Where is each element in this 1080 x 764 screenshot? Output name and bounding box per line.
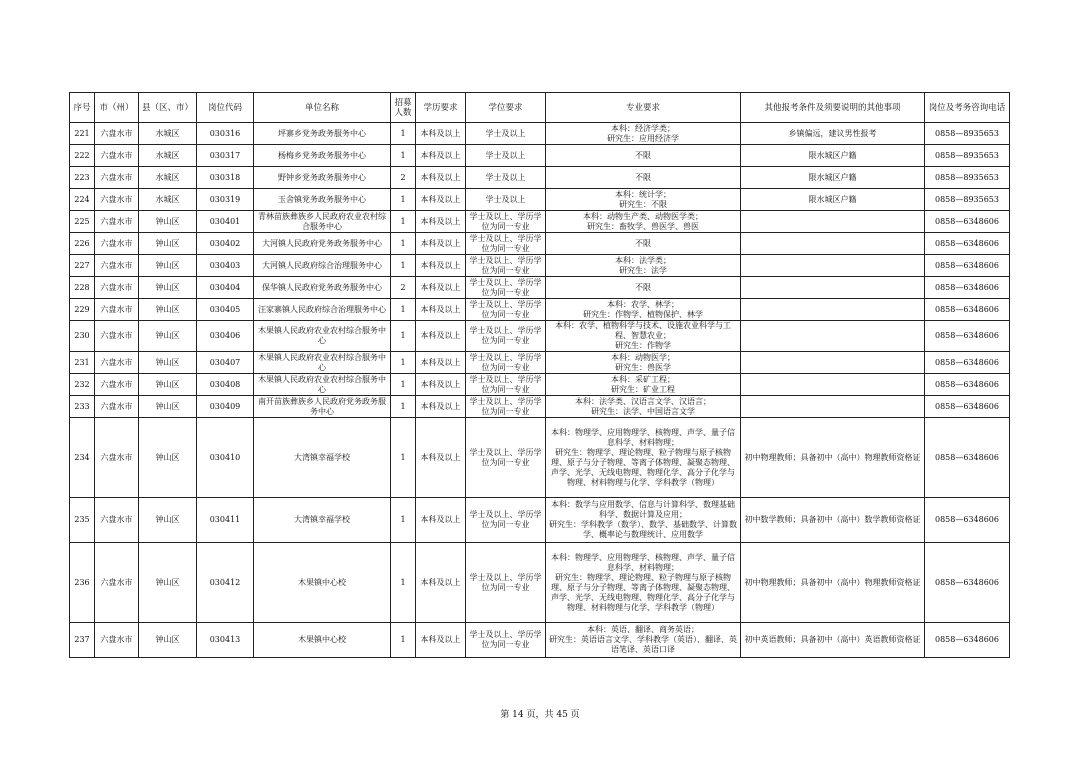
table-row <box>70 543 1010 623</box>
header-cell: 岗位及考务咨询电话 <box>925 93 1010 123</box>
cell-county: 钟山区 <box>139 321 197 352</box>
cell-degree: 学士及以上、学历学位为同一专业 <box>466 299 546 321</box>
table-row <box>70 498 1010 543</box>
cell-city: 六盘水市 <box>95 145 139 167</box>
cell-code: 030317 <box>197 145 254 167</box>
table-row <box>70 233 1010 255</box>
cell-major: 本科：英语、翻译、商务英语； 研究生：英语语言文学、学科教学（英语）、翻译、英语笔译、英语口译 <box>546 623 741 658</box>
cell-edu: 本科及以上 <box>416 418 466 498</box>
header-cell: 序号 <box>70 93 95 123</box>
cell-phone: 0858—8935653 <box>925 189 1010 211</box>
cell-major: 不限 <box>546 233 741 255</box>
cell-city: 六盘水市 <box>95 623 139 658</box>
cell-unit: 南开苗族彝族乡人民政府党务政务服务中心 <box>254 396 391 418</box>
cell-code: 030318 <box>197 167 254 189</box>
cell-edu: 本科及以上 <box>416 123 466 145</box>
cell-unit: 大湾镇幸福学校 <box>254 498 391 543</box>
cell-degree: 学士及以上 <box>466 145 546 167</box>
cell-code: 030401 <box>197 211 254 233</box>
table-row <box>70 321 1010 352</box>
cell-num: 1 <box>391 396 416 418</box>
cell-no: 233 <box>70 396 95 418</box>
cell-city: 六盘水市 <box>95 277 139 299</box>
cell-unit: 木果镇中心校 <box>254 543 391 623</box>
cell-num: 1 <box>391 321 416 352</box>
cell-city: 六盘水市 <box>95 374 139 396</box>
cell-num: 1 <box>391 543 416 623</box>
cell-county: 钟山区 <box>139 277 197 299</box>
cell-num: 1 <box>391 211 416 233</box>
table-row <box>70 374 1010 396</box>
cell-phone: 0858—6348606 <box>925 352 1010 374</box>
header-cell: 专业要求 <box>546 93 741 123</box>
cell-other: 初中英语教师；具备初中（高中）英语教师资格证 <box>741 623 925 658</box>
cell-other: 初中物理教师；具备初中（高中）物理教师资格证 <box>741 418 925 498</box>
cell-major: 本科：物理学、应用物理学、核物理、声学、量子信息科学、材料物理； 研究生：物理学、理论物理、粒子物理与原子核物理、原子与分子物理、等离子体物理、凝聚态物理、声学、光学、无线电物理、物理化学、高分子化学与物理、材料物理与化学、学科教学（物理） <box>546 543 741 623</box>
cell-edu: 本科及以上 <box>416 352 466 374</box>
cell-major: 本科：动物医学； 研究生：兽医学 <box>546 352 741 374</box>
cell-other <box>741 277 925 299</box>
cell-other: 限水城区户籍 <box>741 145 925 167</box>
cell-num: 1 <box>391 189 416 211</box>
cell-county: 钟山区 <box>139 623 197 658</box>
cell-code: 030316 <box>197 123 254 145</box>
cell-phone: 0858—6348606 <box>925 623 1010 658</box>
cell-major: 本科：经济学类； 研究生：应用经济学 <box>546 123 741 145</box>
cell-no: 226 <box>70 233 95 255</box>
table-row <box>70 352 1010 374</box>
page-footer: 第 14 页，共 45 页 <box>500 710 580 720</box>
cell-no: 234 <box>70 418 95 498</box>
table-row <box>70 418 1010 498</box>
cell-county: 水城区 <box>139 123 197 145</box>
table-row <box>70 623 1010 658</box>
recruitment-table <box>69 92 1010 658</box>
cell-degree: 学士及以上、学历学位为同一专业 <box>466 352 546 374</box>
cell-no: 235 <box>70 498 95 543</box>
cell-code: 030411 <box>197 498 254 543</box>
cell-edu: 本科及以上 <box>416 211 466 233</box>
cell-county: 钟山区 <box>139 396 197 418</box>
cell-city: 六盘水市 <box>95 189 139 211</box>
table-row <box>70 396 1010 418</box>
cell-no: 224 <box>70 189 95 211</box>
cell-phone: 0858—8935653 <box>925 123 1010 145</box>
cell-county: 水城区 <box>139 189 197 211</box>
cell-degree: 学士及以上、学历学位为同一专业 <box>466 255 546 277</box>
cell-major: 本科：数学与应用数学、信息与计算科学、数理基础科学、数据计算及应用； 研究生：学科教学（数学）、数学、基础数学、计算数学、概率论与数理统计、应用数学 <box>546 498 741 543</box>
header-cell: 其他报考条件及须要说明的其他事项 <box>741 93 925 123</box>
cell-edu: 本科及以上 <box>416 277 466 299</box>
cell-county: 钟山区 <box>139 498 197 543</box>
cell-degree: 学士及以上 <box>466 189 546 211</box>
cell-num: 1 <box>391 255 416 277</box>
cell-code: 030405 <box>197 299 254 321</box>
cell-major: 本科：动物生产类、动物医学类； 研究生：畜牧学、兽医学、兽医 <box>546 211 741 233</box>
cell-county: 水城区 <box>139 167 197 189</box>
cell-major: 本科：采矿工程； 研究生：矿业工程 <box>546 374 741 396</box>
cell-num: 2 <box>391 167 416 189</box>
cell-edu: 本科及以上 <box>416 374 466 396</box>
cell-phone: 0858—6348606 <box>925 277 1010 299</box>
cell-unit: 木果镇人民政府农业农村综合服务中心 <box>254 352 391 374</box>
cell-num: 1 <box>391 233 416 255</box>
header-cell: 市（州） <box>95 93 139 123</box>
cell-num: 1 <box>391 145 416 167</box>
cell-code: 030409 <box>197 396 254 418</box>
cell-code: 030412 <box>197 543 254 623</box>
cell-phone: 0858—6348606 <box>925 396 1010 418</box>
cell-edu: 本科及以上 <box>416 498 466 543</box>
cell-phone: 0858—6348606 <box>925 299 1010 321</box>
cell-num: 2 <box>391 277 416 299</box>
cell-phone: 0858—8935653 <box>925 167 1010 189</box>
cell-other <box>741 321 925 352</box>
cell-code: 030403 <box>197 255 254 277</box>
cell-degree: 学士及以上、学历学位为同一专业 <box>466 396 546 418</box>
cell-city: 六盘水市 <box>95 498 139 543</box>
cell-edu: 本科及以上 <box>416 255 466 277</box>
cell-no: 230 <box>70 321 95 352</box>
cell-no: 236 <box>70 543 95 623</box>
cell-num: 1 <box>391 123 416 145</box>
cell-phone: 0858—8935653 <box>925 145 1010 167</box>
cell-major: 本科：法学类； 研究生：法学 <box>546 255 741 277</box>
cell-city: 六盘水市 <box>95 543 139 623</box>
cell-major: 本科：统计学； 研究生：不限 <box>546 189 741 211</box>
cell-other <box>741 255 925 277</box>
cell-no: 229 <box>70 299 95 321</box>
cell-phone: 0858—6348606 <box>925 321 1010 352</box>
cell-other: 限水城区户籍 <box>741 167 925 189</box>
cell-code: 030402 <box>197 233 254 255</box>
cell-unit: 大湾镇幸福学校 <box>254 418 391 498</box>
cell-major: 本科：法学类、汉语言文学、汉语言； 研究生：法学、中国语言文学 <box>546 396 741 418</box>
cell-phone: 0858—6348606 <box>925 418 1010 498</box>
cell-county: 钟山区 <box>139 299 197 321</box>
cell-no: 225 <box>70 211 95 233</box>
cell-num: 1 <box>391 374 416 396</box>
cell-degree: 学士及以上、学历学位为同一专业 <box>466 211 546 233</box>
cell-no: 221 <box>70 123 95 145</box>
cell-num: 1 <box>391 299 416 321</box>
cell-unit: 木果镇人民政府农业农村综合服务中心 <box>254 321 391 352</box>
cell-degree: 学士及以上、学历学位为同一专业 <box>466 623 546 658</box>
cell-other <box>741 352 925 374</box>
cell-major: 不限 <box>546 145 741 167</box>
cell-county: 钟山区 <box>139 543 197 623</box>
cell-city: 六盘水市 <box>95 418 139 498</box>
cell-city: 六盘水市 <box>95 255 139 277</box>
cell-city: 六盘水市 <box>95 123 139 145</box>
cell-other <box>741 396 925 418</box>
cell-major: 本科：农学、植物科学与技术、设施农业科学与工程、智慧农业； 研究生：作物学 <box>546 321 741 352</box>
cell-num: 1 <box>391 418 416 498</box>
header-cell: 岗位代码 <box>197 93 254 123</box>
cell-no: 228 <box>70 277 95 299</box>
cell-degree: 学士及以上、学历学位为同一专业 <box>466 233 546 255</box>
cell-other <box>741 233 925 255</box>
cell-county: 钟山区 <box>139 374 197 396</box>
table-row <box>70 189 1010 211</box>
cell-num: 1 <box>391 623 416 658</box>
cell-unit: 坪寨乡党务政务服务中心 <box>254 123 391 145</box>
cell-city: 六盘水市 <box>95 352 139 374</box>
table-row <box>70 299 1010 321</box>
cell-edu: 本科及以上 <box>416 189 466 211</box>
cell-county: 钟山区 <box>139 211 197 233</box>
cell-major: 本科：物理学、应用物理学、核物理、声学、量子信息科学、材料物理； 研究生：物理学、理论物理、粒子物理与原子核物理、原子与分子物理、等离子体物理、凝聚态物理、声学、光学、无线电物理、物理化学、高分子化学与物理、材料物理与化学、学科教学（物理） <box>546 418 741 498</box>
cell-edu: 本科及以上 <box>416 145 466 167</box>
cell-unit: 玉舍镇党务政务服务中心 <box>254 189 391 211</box>
cell-city: 六盘水市 <box>95 233 139 255</box>
cell-unit: 汪家寨镇人民政府综合治理服务中心 <box>254 299 391 321</box>
cell-degree: 学士及以上、学历学位为同一专业 <box>466 374 546 396</box>
cell-other: 初中数学教师；具备初中（高中）数学教师资格证 <box>741 498 925 543</box>
cell-degree: 学士及以上 <box>466 167 546 189</box>
table-body <box>70 123 1010 658</box>
cell-other: 初中物理教师；具备初中（高中）物理教师资格证 <box>741 543 925 623</box>
cell-city: 六盘水市 <box>95 211 139 233</box>
cell-phone: 0858—6348606 <box>925 211 1010 233</box>
table-row <box>70 211 1010 233</box>
table-row <box>70 145 1010 167</box>
cell-no: 237 <box>70 623 95 658</box>
cell-degree: 学士及以上、学历学位为同一专业 <box>466 418 546 498</box>
cell-code: 030407 <box>197 352 254 374</box>
cell-other <box>741 374 925 396</box>
cell-code: 030404 <box>197 277 254 299</box>
cell-phone: 0858—6348606 <box>925 374 1010 396</box>
cell-major: 不限 <box>546 167 741 189</box>
cell-unit: 保华镇人民政府党务政务服务中心 <box>254 277 391 299</box>
cell-other <box>741 299 925 321</box>
cell-unit: 木果镇中心校 <box>254 623 391 658</box>
cell-unit: 大河镇人民政府党务政务服务中心 <box>254 233 391 255</box>
cell-major: 本科：农学、林学； 研究生：作物学、植物保护、林学 <box>546 299 741 321</box>
cell-degree: 学士及以上、学历学位为同一专业 <box>466 277 546 299</box>
cell-phone: 0858—6348606 <box>925 498 1010 543</box>
header-cell: 学历要求 <box>416 93 466 123</box>
cell-edu: 本科及以上 <box>416 321 466 352</box>
cell-unit: 杨梅乡党务政务服务中心 <box>254 145 391 167</box>
cell-edu: 本科及以上 <box>416 623 466 658</box>
cell-unit: 大河镇人民政府综合治理服务中心 <box>254 255 391 277</box>
cell-other <box>741 211 925 233</box>
cell-unit: 野钟乡党务政务服务中心 <box>254 167 391 189</box>
cell-other: 限水城区户籍 <box>741 189 925 211</box>
cell-county: 钟山区 <box>139 418 197 498</box>
cell-city: 六盘水市 <box>95 321 139 352</box>
cell-edu: 本科及以上 <box>416 167 466 189</box>
cell-no: 222 <box>70 145 95 167</box>
cell-city: 六盘水市 <box>95 167 139 189</box>
cell-no: 223 <box>70 167 95 189</box>
cell-edu: 本科及以上 <box>416 543 466 623</box>
cell-unit: 木果镇人民政府农业农村综合服务中心 <box>254 374 391 396</box>
header-cell: 学位要求 <box>466 93 546 123</box>
cell-phone: 0858—6348606 <box>925 233 1010 255</box>
table-row <box>70 277 1010 299</box>
cell-code: 030319 <box>197 189 254 211</box>
cell-degree: 学士及以上、学历学位为同一专业 <box>466 498 546 543</box>
cell-code: 030406 <box>197 321 254 352</box>
cell-county: 钟山区 <box>139 233 197 255</box>
cell-degree: 学士及以上、学历学位为同一专业 <box>466 321 546 352</box>
cell-no: 227 <box>70 255 95 277</box>
cell-county: 钟山区 <box>139 255 197 277</box>
table-row <box>70 123 1010 145</box>
cell-phone: 0858—6348606 <box>925 543 1010 623</box>
table-row <box>70 255 1010 277</box>
cell-degree: 学士及以上 <box>466 123 546 145</box>
cell-code: 030408 <box>197 374 254 396</box>
cell-num: 1 <box>391 352 416 374</box>
cell-major: 不限 <box>546 277 741 299</box>
cell-no: 231 <box>70 352 95 374</box>
header-cell: 县（区、市） <box>139 93 197 123</box>
header-row <box>70 93 1010 123</box>
cell-no: 232 <box>70 374 95 396</box>
cell-city: 六盘水市 <box>95 396 139 418</box>
header-cell: 单位名称 <box>254 93 391 123</box>
cell-other: 乡镇偏远，建议男性报考 <box>741 123 925 145</box>
cell-edu: 本科及以上 <box>416 299 466 321</box>
cell-code: 030413 <box>197 623 254 658</box>
cell-num: 1 <box>391 498 416 543</box>
cell-code: 030410 <box>197 418 254 498</box>
cell-edu: 本科及以上 <box>416 396 466 418</box>
cell-city: 六盘水市 <box>95 299 139 321</box>
header-cell: 招募人数 <box>391 93 416 123</box>
cell-county: 水城区 <box>139 145 197 167</box>
cell-edu: 本科及以上 <box>416 233 466 255</box>
table-row <box>70 167 1010 189</box>
cell-county: 钟山区 <box>139 352 197 374</box>
cell-unit: 青林苗族彝族乡人民政府农业农村综合服务中心 <box>254 211 391 233</box>
cell-degree: 学士及以上、学历学位为同一专业 <box>466 543 546 623</box>
cell-phone: 0858—6348606 <box>925 255 1010 277</box>
